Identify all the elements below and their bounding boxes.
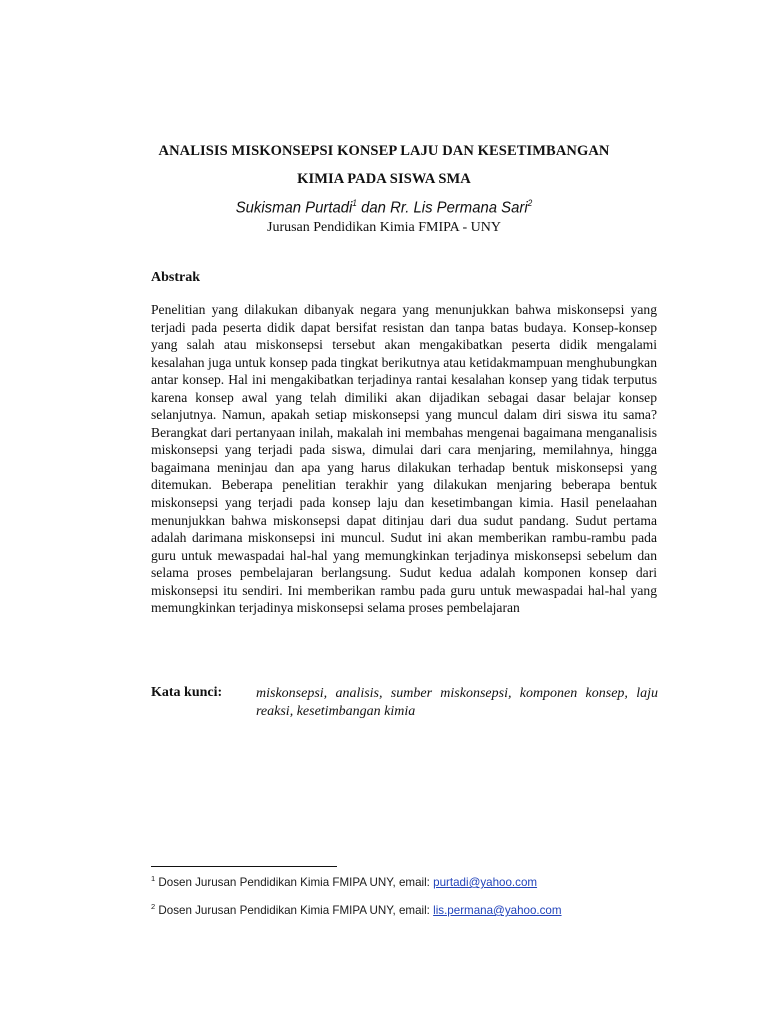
footnote-1-text: Dosen Jurusan Pendidikan Kimia FMIPA UNY, email:: [155, 875, 434, 889]
footnote-2-mark: 2: [151, 902, 156, 911]
footnote-2-email-link[interactable]: lis.permana@yahoo.com: [433, 903, 562, 917]
footnote-2-text: Dosen Jurusan Pendidikan Kimia FMIPA UNY, email:: [155, 903, 434, 917]
author-1-name: Sukisman Purtadi: [235, 199, 353, 217]
author-line: [138, 198, 629, 217]
keywords-label: Kata kunci:: [151, 685, 223, 700]
abstract-body: Penelitian yang dilakukan dibanyak negara yang menunjukkan bahwa miskonsepsi yang terjadi pada peserta didik dapat bersifat resistan dan tanpa batas budaya. Konsep-konsep yang salah atau miskonsepsi tersebut akan mengakibatkan peserta didik mengalami kesalahan juga untuk konsep pada tingkat berikutnya atau ketidakmampuan menghubungkan antar konsep. Hal ini mengakibatkan terjadinya rantai kesalahan konsep yang tidak terputus karena konsep awal yang telah dimiliki akan dijadikan sebagai dasar belajar konsep selanjutnya. Namun, apakah setiap miskonsepsi yang muncul dalam diri siswa itu sama? Berangkat dari pertanyaan inilah, makalah ini membahas mengenai bagaimana menganalisis miskonsepsi yang terjadi pada siswa, dimulai dari cara menjaring, memilahnya, hingga bagaimana meninjau dan apa yang harus dilakukan terhadap bentuk miskonsepsi yang ditemukan. Beberapa penelitian terakhir yang dilakukan menjaring beberapa bentuk miskonsepsi yang terjadi pada konsep laju dan kesetimbangan kimia. Hasil penelaahan menunjukkan bahwa miskonsepsi dapat ditinjau dari dua sudut pandang. Sudut pertama adalah darimana miskonsepsi ini muncul. Sudut ini akan memberikan rambu-rambu pada guru untuk mewaspadai hal-hal yang memungkinkan terjadinya miskonsepsi sebelum dan selama proses pembelajaran berlangsung. Sudut kedua adalah komponen konsep dari miskonsepsi itu sendiri. Ini memberikan rambu pada guru untuk mewaspadai hal-hal yang memungkinkan terjadinya miskonsepsi selama proses pembelajaran: [151, 302, 657, 616]
paper-title-line-2: KIMIA PADA SISWA SMA: [297, 171, 471, 187]
footnote-1-email-link[interactable]: purtadi@yahoo.com: [433, 875, 538, 889]
footnote-2: [151, 902, 562, 917]
footnote-1-mark: 1: [151, 874, 156, 883]
author-connector: dan: [356, 199, 391, 217]
author-2-name: Rr. Lis Permana Sari: [390, 199, 528, 217]
author-1-footnote-mark: 1: [352, 198, 357, 208]
footnote-separator: [151, 866, 337, 867]
keywords-text: miskonsepsi, analisis, sumber miskonsepsi, komponen konsep, laju reaksi, kesetimbangan kimia: [256, 686, 658, 719]
author-2-footnote-mark: 2: [527, 198, 533, 208]
footnote-1: [151, 874, 537, 889]
abstract-heading: Abstrak: [151, 270, 201, 285]
affiliation: Jurusan Pendidikan Kimia FMIPA - UNY: [267, 220, 501, 235]
paper-title-line-1: ANALISIS MISKONSEPSI KONSEP LAJU DAN KESETIMBANGAN: [158, 143, 610, 159]
